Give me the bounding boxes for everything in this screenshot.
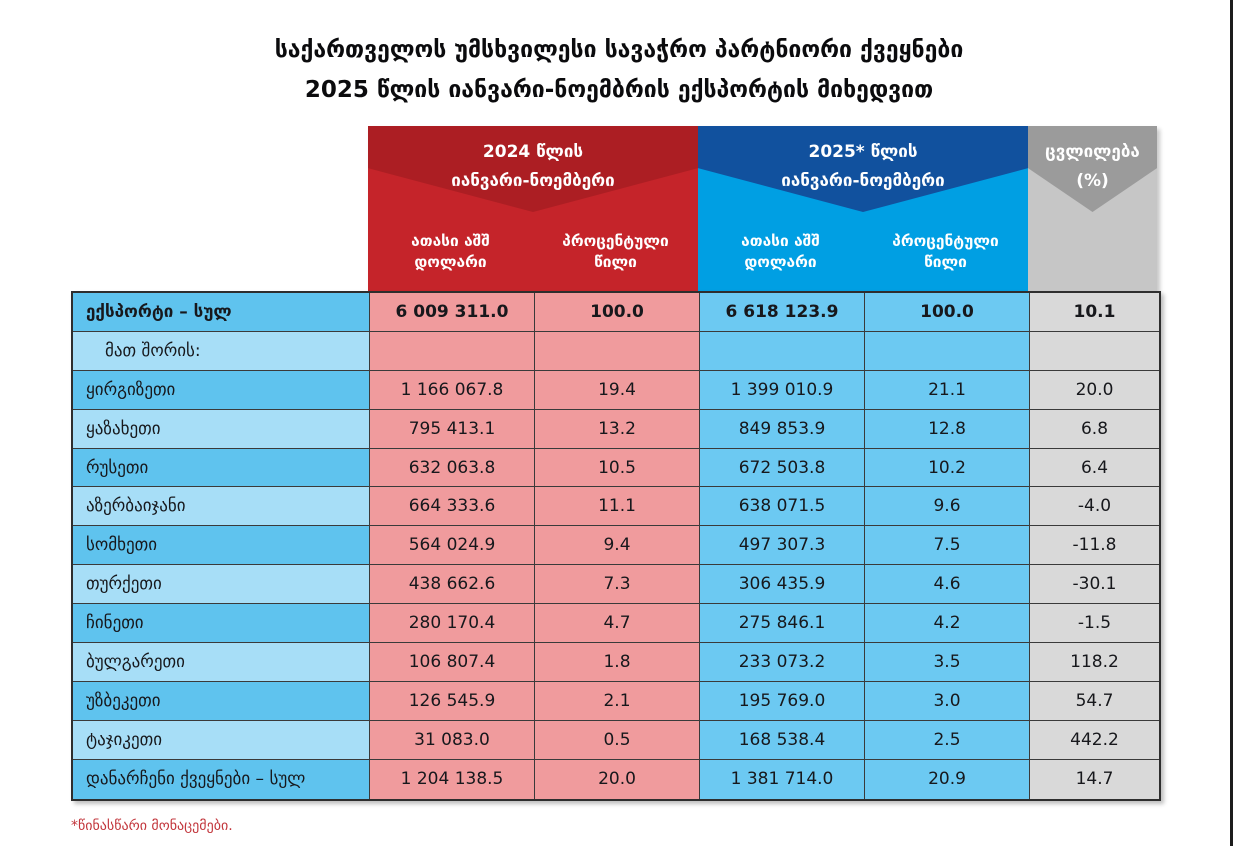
header-2024-year: 2024 წლის — [482, 142, 584, 162]
header-group-2024 — [368, 126, 698, 291]
row-label: ყირგიზეთი — [73, 371, 370, 410]
value-2025-share: 7.5 — [865, 526, 1030, 565]
value-2025-usd: 1 399 010.9 — [700, 371, 865, 410]
row-label: რუსეთი — [73, 449, 370, 488]
header-group-change — [1028, 126, 1157, 291]
value-2025-share: 100.0 — [865, 293, 1030, 332]
value-change-percent: 10.1 — [1030, 293, 1159, 332]
table-header — [368, 126, 1157, 291]
value-2025-share: 21.1 — [865, 371, 1030, 410]
header-2025-usd-thousand: ათასი აშშ დოლარი — [741, 231, 820, 271]
value-change-percent: 20.0 — [1030, 371, 1159, 410]
value-2024-usd: 1 204 138.5 — [370, 760, 535, 799]
header-2024-period — [368, 138, 698, 196]
value-2024-usd: 126 545.9 — [370, 682, 535, 721]
footnote-preliminary-data: *წინასწარი მონაცემები. — [71, 818, 233, 834]
header-2025-subcolumns — [698, 212, 1028, 291]
value-2025-share: 9.6 — [865, 487, 1030, 526]
value-2024-share: 9.4 — [535, 526, 700, 565]
header-2024-months: იანვარი-ნოემბერი — [451, 171, 615, 191]
value-change-percent: 442.2 — [1030, 721, 1159, 760]
header-2025-year: 2025* წლის — [808, 142, 918, 162]
value-2024-share: 13.2 — [535, 410, 700, 449]
row-label: უზბეკეთი — [73, 682, 370, 721]
row-label: მათ შორის: — [73, 332, 370, 371]
value-2025-usd: 306 435.9 — [700, 565, 865, 604]
value-2024-usd: 664 333.6 — [370, 487, 535, 526]
header-group-2025 — [698, 126, 1028, 291]
value-change-percent: 118.2 — [1030, 643, 1159, 682]
row-label: ექსპორტი – სულ — [73, 293, 370, 332]
value-2024-usd — [370, 332, 535, 371]
value-2025-usd: 849 853.9 — [700, 410, 865, 449]
page-title — [0, 30, 1238, 110]
value-2025-usd: 6 618 123.9 — [700, 293, 865, 332]
row-label: ყაზახეთი — [73, 410, 370, 449]
value-2025-share: 3.5 — [865, 643, 1030, 682]
table-body — [71, 291, 1161, 801]
header-2025-months: იანვარი-ნოემბერი — [781, 171, 945, 191]
value-2025-share — [865, 332, 1030, 371]
value-2024-usd: 1 166 067.8 — [370, 371, 535, 410]
value-2024-usd: 795 413.1 — [370, 410, 535, 449]
value-2025-usd: 638 071.5 — [700, 487, 865, 526]
value-2025-usd: 233 073.2 — [700, 643, 865, 682]
value-2025-usd: 1 381 714.0 — [700, 760, 865, 799]
value-change-percent: 14.7 — [1030, 760, 1159, 799]
row-label: აზერბაიჯანი — [73, 487, 370, 526]
value-2024-share: 19.4 — [535, 371, 700, 410]
header-2024-subcolumns — [368, 212, 698, 291]
value-2024-usd: 280 170.4 — [370, 604, 535, 643]
row-label: სომხეთი — [73, 526, 370, 565]
value-2024-usd: 438 662.6 — [370, 565, 535, 604]
header-2024-usd-thousand: ათასი აშშ დოლარი — [411, 231, 490, 271]
value-2024-share: 11.1 — [535, 487, 700, 526]
value-2024-share: 4.7 — [535, 604, 700, 643]
value-2025-usd: 195 769.0 — [700, 682, 865, 721]
value-2025-usd: 497 307.3 — [700, 526, 865, 565]
value-2025-share: 12.8 — [865, 410, 1030, 449]
row-label: ჩინეთი — [73, 604, 370, 643]
value-change-percent: -30.1 — [1030, 565, 1159, 604]
value-2024-usd: 106 807.4 — [370, 643, 535, 682]
value-2024-share: 7.3 — [535, 565, 700, 604]
value-2025-share: 4.2 — [865, 604, 1030, 643]
value-2024-usd: 632 063.8 — [370, 449, 535, 488]
value-2024-share: 100.0 — [535, 293, 700, 332]
value-2024-share: 1.8 — [535, 643, 700, 682]
value-2025-usd — [700, 332, 865, 371]
value-2024-share: 2.1 — [535, 682, 700, 721]
value-2025-usd: 275 846.1 — [700, 604, 865, 643]
value-2025-share: 2.5 — [865, 721, 1030, 760]
value-2024-usd: 31 083.0 — [370, 721, 535, 760]
header-change-percent: (%) — [1076, 171, 1109, 191]
header-2025-percent-share: პროცენტული წილი — [892, 231, 999, 271]
value-change-percent: -4.0 — [1030, 487, 1159, 526]
value-2025-share: 10.2 — [865, 449, 1030, 488]
row-label: თურქეთი — [73, 565, 370, 604]
value-change-percent: 6.8 — [1030, 410, 1159, 449]
screen-edge-line — [1230, 0, 1233, 846]
header-change-word: ცვლილება — [1045, 142, 1140, 162]
value-2025-usd: 168 538.4 — [700, 721, 865, 760]
value-change-percent: -1.5 — [1030, 604, 1159, 643]
page-title-line2: 2025 წლის იანვარი-ნოემბრის ექსპორტის მიხედვით — [304, 77, 934, 103]
value-2024-usd: 6 009 311.0 — [370, 293, 535, 332]
row-label: ბულგარეთი — [73, 643, 370, 682]
page-title-line1: საქართველოს უმსხვილესი სავაჭრო პარტნიორი ქვეყნები — [274, 37, 964, 63]
value-2024-share: 10.5 — [535, 449, 700, 488]
value-2025-usd: 672 503.8 — [700, 449, 865, 488]
row-label: ტაჯიკეთი — [73, 721, 370, 760]
value-2025-share: 4.6 — [865, 565, 1030, 604]
value-change-percent: 54.7 — [1030, 682, 1159, 721]
value-change-percent: 6.4 — [1030, 449, 1159, 488]
value-2025-share: 3.0 — [865, 682, 1030, 721]
value-change-percent — [1030, 332, 1159, 371]
row-label: დანარჩენი ქვეყნები – სულ — [73, 760, 370, 799]
value-2024-share: 0.5 — [535, 721, 700, 760]
value-2024-usd: 564 024.9 — [370, 526, 535, 565]
header-change-label — [1028, 138, 1157, 196]
value-change-percent: -11.8 — [1030, 526, 1159, 565]
value-2025-share: 20.9 — [865, 760, 1030, 799]
header-2025-period — [698, 138, 1028, 196]
header-2024-percent-share: პროცენტული წილი — [562, 231, 669, 271]
value-2024-share: 20.0 — [535, 760, 700, 799]
value-2024-share — [535, 332, 700, 371]
